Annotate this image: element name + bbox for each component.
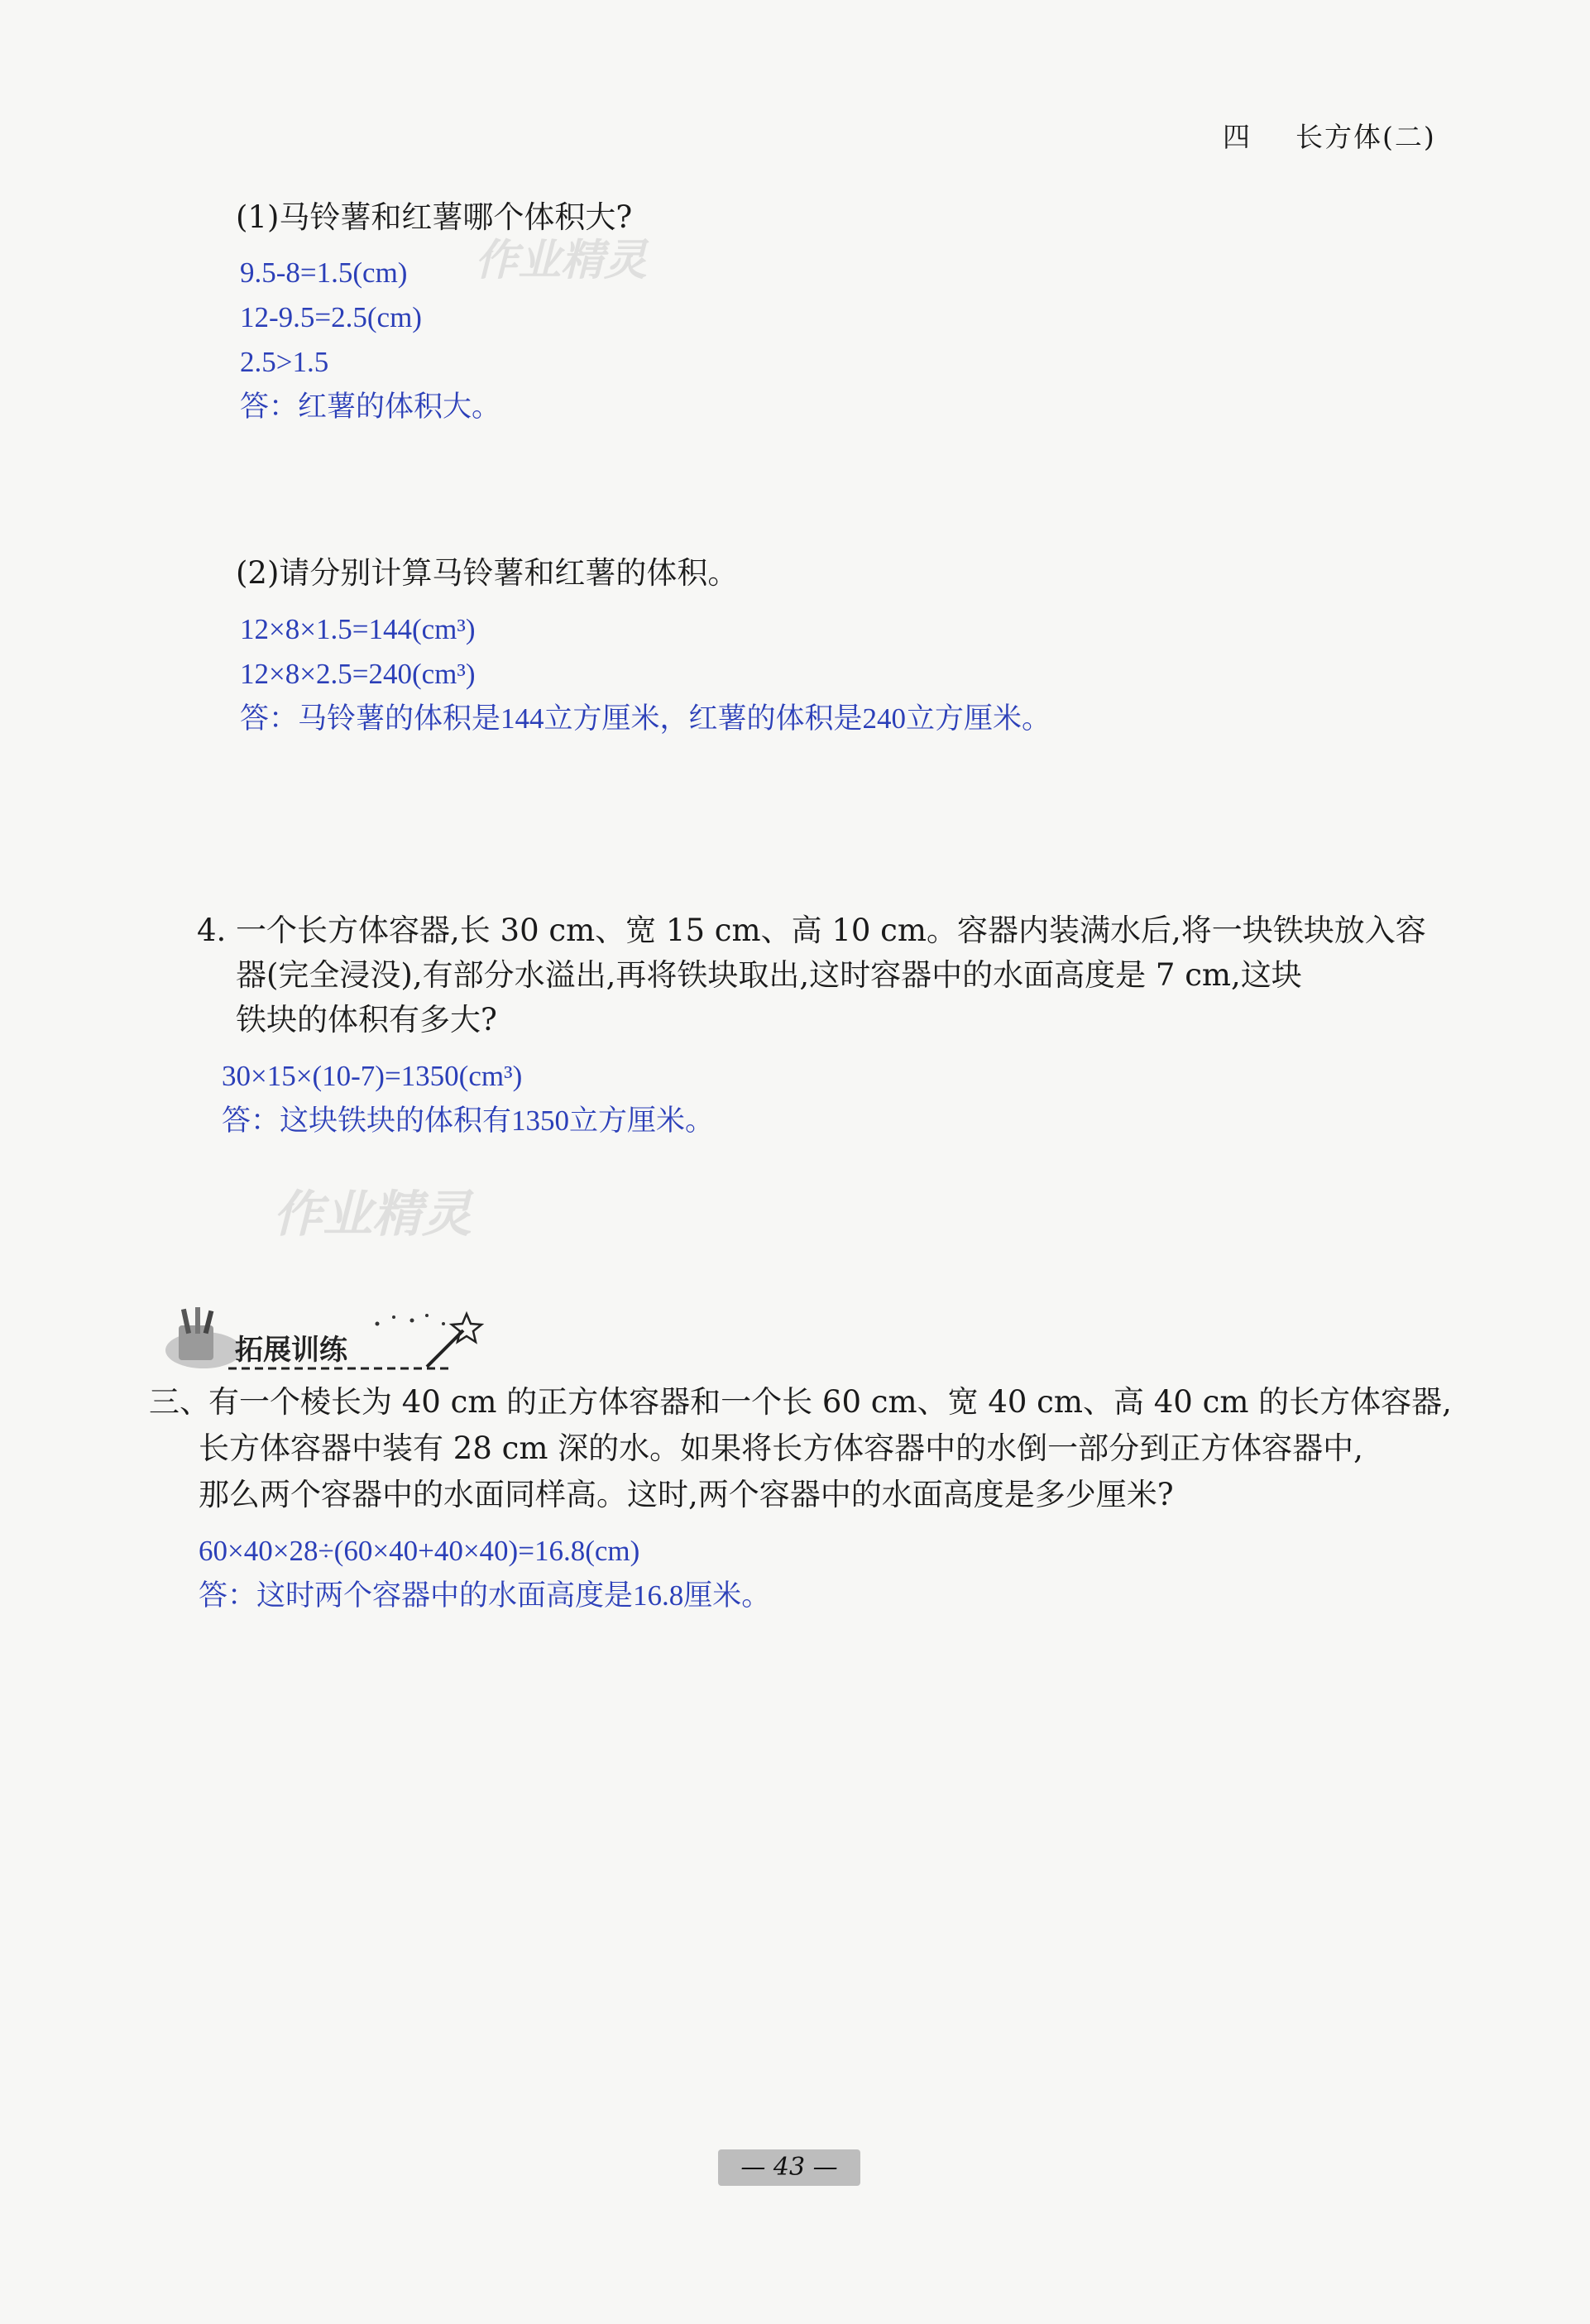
answer-line: 12×8×1.5=144(cm³) xyxy=(240,613,476,645)
problem-text-line: 有一个棱长为 40 cm 的正方体容器和一个长 60 cm、宽 40 cm、高 40 cm 的长方体容器, xyxy=(208,1384,1452,1420)
answer-line: 答：这块铁块的体积有1350立方厘米。 xyxy=(222,1104,715,1137)
page-number: — 43 — xyxy=(740,2153,838,2182)
answer-line: 12×8×2.5=240(cm³) xyxy=(240,658,476,690)
problem-text-line: 长方体容器中装有 28 cm 深的水。如果将长方体容器中的水倒一部分到正方体容器中, xyxy=(199,1430,1363,1466)
section-title: 拓展训练 xyxy=(235,1334,347,1367)
question-part-2: (2)请分别计算马铃薯和红薯的体积。 xyxy=(236,555,739,591)
answer-line: 30×15×(10-7)=1350(cm³) xyxy=(222,1060,523,1092)
answer-line: 答：马铃薯的体积是144立方厘米，红薯的体积是240立方厘米。 xyxy=(240,702,1051,735)
answer-line: 2.5>1.5 xyxy=(240,346,329,378)
answer-line: 60×40×28÷(60×40+40×40)=16.8(cm) xyxy=(199,1535,640,1567)
problem-text-line: 铁块的体积有多大? xyxy=(236,1002,497,1037)
star-icon xyxy=(376,1314,446,1326)
question-part-1: (1)马铃薯和红薯哪个体积大? xyxy=(236,199,633,235)
answer-line: 12-9.5=2.5(cm) xyxy=(240,301,422,333)
problem-text-line: 那么两个容器中的水面同样高。这时,两个容器中的水面高度是多少厘米? xyxy=(199,1477,1174,1512)
problem-number: 4. xyxy=(197,913,227,948)
chapter-title: 长方体(二) xyxy=(1295,121,1436,153)
answer-line: 9.5-8=1.5(cm) xyxy=(240,256,408,289)
problem-text-line: 一个长方体容器,长 30 cm、宽 15 cm、高 10 cm。容器内装满水后,将一块铁块放入容 xyxy=(236,913,1426,948)
watermark: 作业精灵 xyxy=(475,236,648,285)
running-header xyxy=(1223,116,1436,155)
answer-line: 答：这时两个容器中的水面高度是16.8厘米。 xyxy=(199,1579,771,1612)
problem-number: 三、 xyxy=(149,1384,210,1420)
chapter-number: 四 xyxy=(1223,121,1252,153)
problem-text-line: 器(完全浸没),有部分水溢出,再将铁块取出,这时容器中的水面高度是 7 cm,这块 xyxy=(236,957,1302,993)
answer-line: 答：红薯的体积大。 xyxy=(240,391,501,423)
watermark: 作业精灵 xyxy=(273,1186,472,1243)
